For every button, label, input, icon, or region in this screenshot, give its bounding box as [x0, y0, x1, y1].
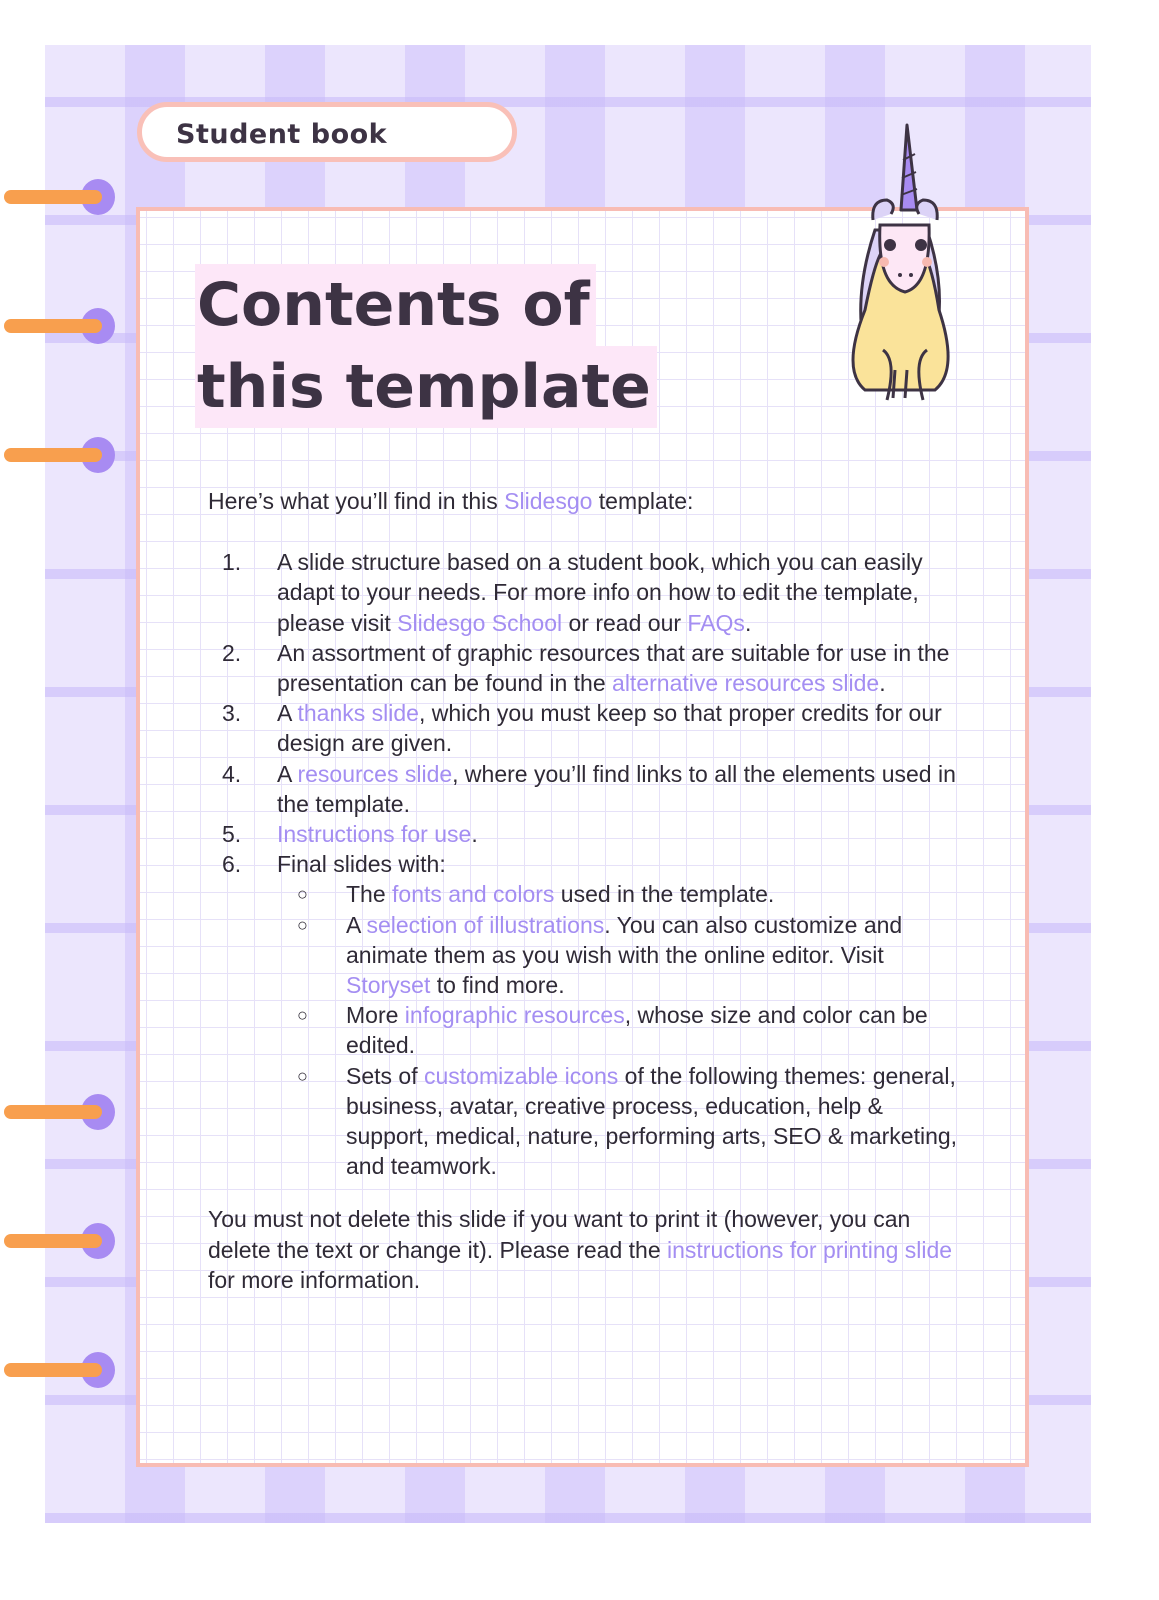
header-label: Student book [176, 119, 388, 150]
alternative-resources-link[interactable]: alternative resources slide [612, 670, 880, 697]
binder-ring [4, 1223, 114, 1259]
list-item: 3. A thanks slide, which you must keep so that proper credits for our design are given. [222, 700, 942, 757]
slidesgo-link[interactable]: Slidesgo [504, 488, 593, 514]
binder-ring [4, 308, 114, 344]
resources-slide-link[interactable]: resources slide [297, 760, 453, 787]
list-item: 2. An assortment of graphic resources that are suitable for use in the presentation can be found in the alternative resources slide. [222, 639, 950, 697]
binder-ring [4, 1094, 114, 1130]
sub-list-item: ○ Sets of customizable icons of the following themes: general, business, avatar, creative process, education, help & support, medical, nature, performing arts, SEO & marketing, and teamwork. [297, 1062, 958, 1180]
binder-ring [4, 437, 114, 473]
printing-instructions-link[interactable]: instructions for printing slide [667, 1236, 953, 1263]
storyset-link[interactable]: Storyset [346, 972, 431, 999]
infographic-link[interactable]: infographic resources [404, 1002, 625, 1029]
icons-link[interactable]: customizable icons [423, 1062, 619, 1089]
faqs-link[interactable]: FAQs [687, 609, 745, 636]
list-item: 6. Final slides with: ○ The fonts and colors used in the template. ○ A selection of illustrations. You can also customize and animate them as you wish with the online editor. Visit Storyset to find more. ○ More infographic resources, whose size and color can be edited. ○ Sets of customizable icons of the following themes: general, business, avatar, creative process, education, help & support, medical, nature, performing arts, SEO & marketing, and teamwork. [208, 849, 968, 1181]
title-line-2: this template [195, 346, 657, 428]
header-tab [137, 102, 517, 162]
thanks-slide-link[interactable]: thanks slide [297, 700, 419, 727]
title-line-1: Contents of [195, 264, 596, 346]
sub-list-item: ○ The fonts and colors used in the template. [297, 881, 775, 908]
slidesgo-school-link[interactable]: Slidesgo School [397, 609, 563, 636]
footer-text: You must not delete this slide if you want to print it (however, you can delete the text or change it). Please read the instructions for printing slide for more information. [208, 1206, 953, 1293]
list-item: 1. A slide structure based on a student book, which you can easily adapt to your needs. For more info on how to edit the template, please visit Slidesgo School or read our FAQs. [222, 549, 923, 636]
list-item: 4. A resources slide, where you’ll find links to all the elements used in the template. [222, 760, 956, 817]
fonts-colors-link[interactable]: fonts and colors [392, 881, 555, 908]
sub-list [277, 879, 968, 1181]
sub-list-item: ○ More infographic resources, whose size and color can be edited. [297, 1002, 928, 1059]
sub-list-item: ○ A selection of illustrations. You can also customize and animate them as you wish with the online editor. Visit Storyset to find more. [297, 911, 903, 999]
binder-ring [4, 179, 114, 215]
contents-body [208, 486, 968, 1295]
instructions-link[interactable]: Instructions for use [277, 821, 472, 848]
intro-text: Here’s what you’ll find in this Slidesgo template: [208, 488, 694, 514]
illustrations-link[interactable]: selection of illustrations [366, 911, 605, 938]
list-item: 5. Instructions for use. [222, 821, 478, 848]
unicorn-illustration [835, 120, 965, 410]
contents-list [208, 547, 968, 1181]
page-title [195, 264, 657, 428]
binder-ring [4, 1352, 114, 1388]
